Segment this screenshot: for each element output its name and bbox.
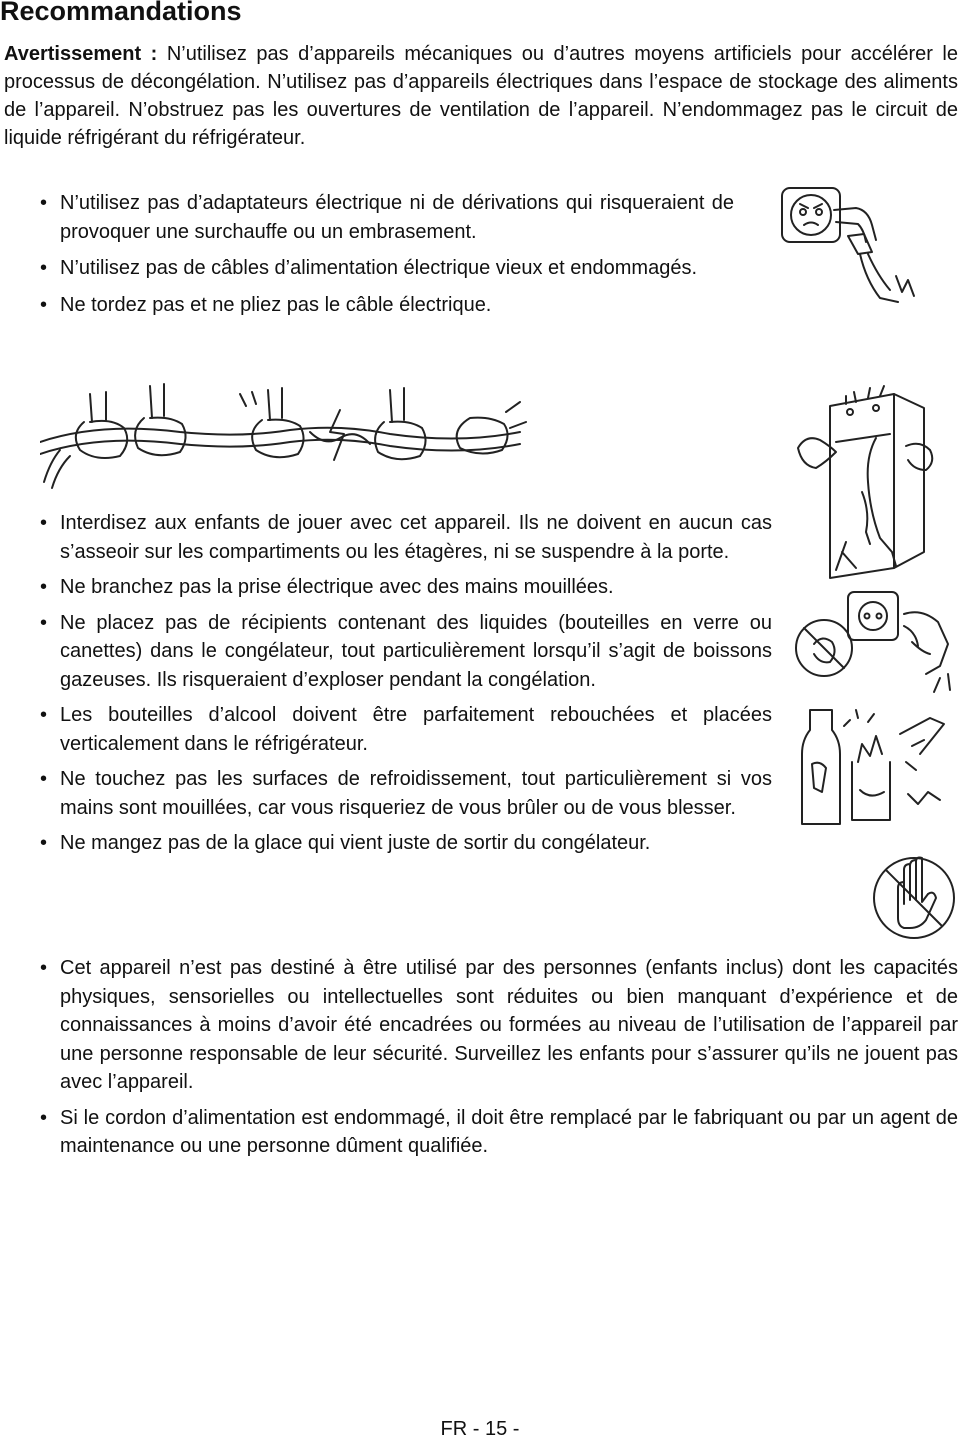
twisted-cable-illustration [40, 372, 530, 490]
list-item: • N’utilisez pas d’adaptateurs électrique ni de dérivations qui risqueraient de provoquer une surchauffe ou un embrasement. [40, 192, 734, 243]
list-item: • Ne tordez pas et ne pliez pas le câble électrique. [40, 293, 492, 316]
warning-text: N’utilisez pas d’appareils mécaniques ou d’autres moyens artificiels pour accélérer le processus de décongélation. N’utilisez pas d’appareils électriques dans l’espace de stockage des aliments de l’appareil. N’obstruez pas les ouvertures de ventilation de l’appareil. N’endommagez pas le circuit de liquide réfrigérant du réfrigérateur. [4, 43, 958, 149]
warning-paragraph [4, 40, 958, 152]
list-item: • Cet appareil n’est pas destiné à être utilisé par des personnes (enfants inclus) dont les capacités physiques, sensorielles ou intellectuelles sont réduites ou bien manquant d’expérience et de connaissances à moins d’avoir été encadrées ou formées au niveau de l’utilisation de l’appareil par une personne responsable de leur sécurité. Surveillez les enfants pour s’assurer qu’ils ne jouent pas avec l’appareil. [40, 957, 958, 1093]
warning-label: Avertissement : [4, 43, 158, 65]
list-item: • Ne branchez pas la prise électrique avec des mains mouillées. [40, 576, 614, 598]
list-item: • Interdisez aux enfants de jouer avec cet appareil. Ils ne doivent en aucun cas s’asseoir sur les compartiments ou les étagères, ni se suspendre à la porte. [40, 512, 772, 563]
list-item: • Les bouteilles d’alcool doivent être parfaitement rebouchées et placées verticalement dans le réfrigérateur. [40, 704, 772, 755]
overloaded-socket-illustration [776, 180, 926, 310]
list-item: • Ne touchez pas les surfaces de refroidissement, tout particulièrement si vos mains sont mouillées, car vous risqueriez de vous brûler ou de vous blesser. [40, 768, 772, 819]
list-item: • Ne placez pas de récipients contenant des liquides (bouteilles en verre ou canettes) dans le congélateur, tout particulièrement lorsqu’il s’agit de boissons gazeuses. Ils risqueraient d’exploser pendant la congélation. [40, 611, 772, 691]
bullet-list-top [38, 189, 734, 319]
exploding-bottles-illustration [800, 704, 958, 828]
page-title: Recommandations [0, 0, 242, 26]
list-item: • Ne mangez pas de la glace qui vient juste de sortir du congélateur. [40, 832, 651, 854]
bullet-list-bottom [38, 954, 958, 1161]
child-hanging-on-door-illustration [796, 382, 960, 582]
wet-hand-socket-warning-illustration [792, 582, 956, 698]
stop-hand-icon [870, 848, 958, 946]
list-item: • Si le cordon d’alimentation est endommagé, il doit être remplacé par le fabriquant ou par un agent de maintenance ou une personne dûment qualifiée. [40, 1106, 958, 1157]
page-number: FR - 15 - [440, 1418, 520, 1440]
bullet-list-middle [38, 509, 772, 858]
list-item: • N’utilisez pas de câbles d’alimentation électrique vieux et endommagés. [40, 257, 698, 279]
